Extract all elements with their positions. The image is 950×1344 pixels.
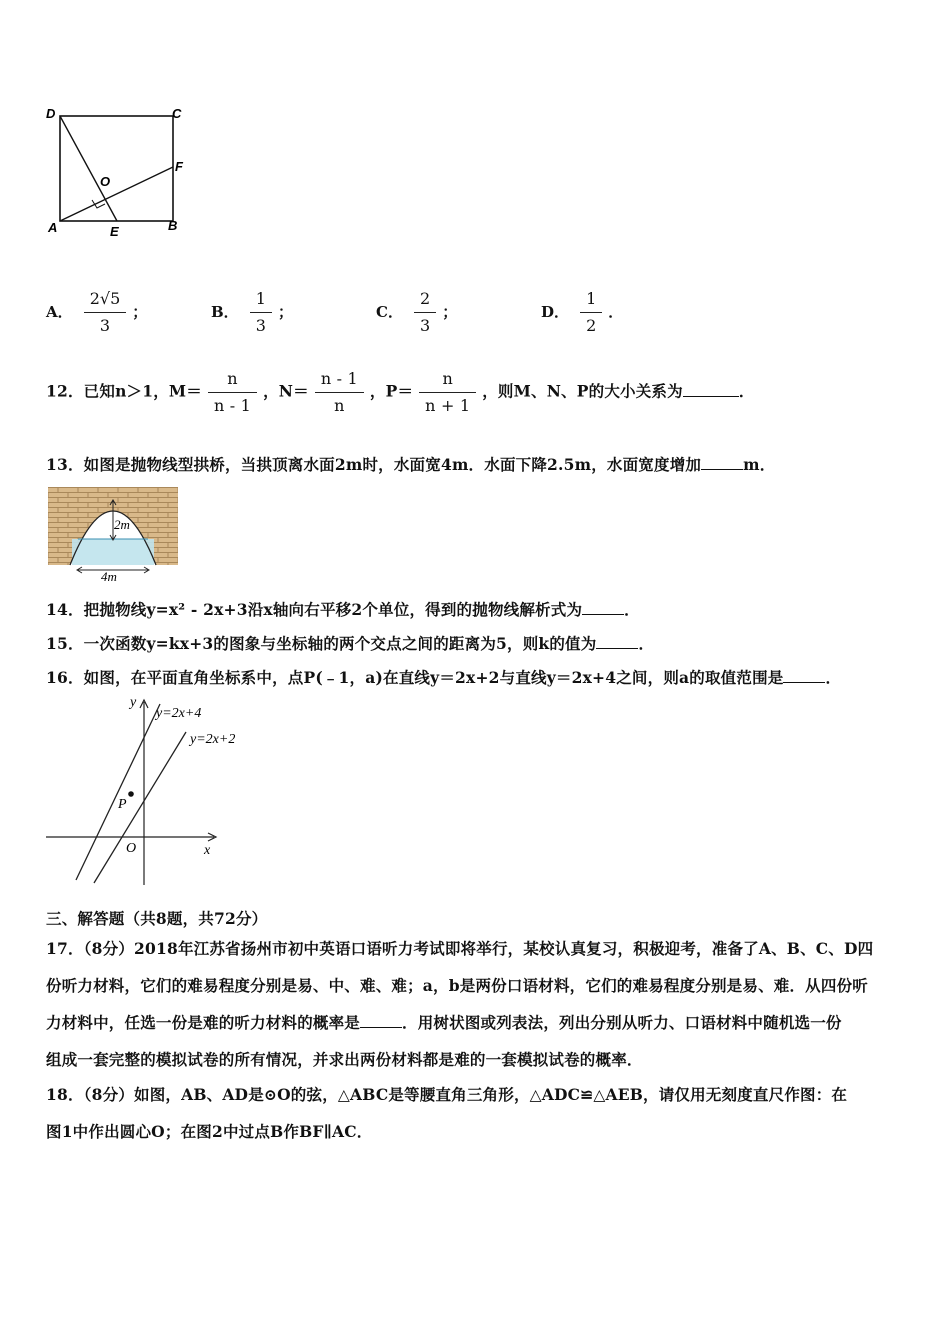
coordinate-diagram <box>40 690 260 890</box>
question-13: 13．如图是抛物线型拱桥，当拱顶离水面2m时，水面宽4m．水面下降2.5m，水面宽度增加 m． <box>46 455 776 474</box>
question-12: 12．已知n＞1，M＝ $\frac{n}{n - 1}$ ，N＝ $\frac{n - 1}{n}$ ，P＝ $\frac{n}{n + 1}$ ，则M、N、P的大小关系为 ． <box>46 369 755 415</box>
question-14: 14．把抛物线y=x² ‑ 2x+3沿x轴向右平移2个单位，得到的抛物线解析式为 ． <box>46 600 640 619</box>
line2-label: y=2x+2 <box>190 732 236 747</box>
q17-line-4: 组成一套完整的模拟试卷的所有情况，并求出两份材料都是难的一套模拟试卷的概率． <box>46 1050 643 1069</box>
line1-label: y=2x+4 <box>156 706 202 721</box>
arch-bridge-figure <box>48 487 180 583</box>
answer-blank[interactable] <box>783 668 825 683</box>
question-16: 16．如图，在平面直角坐标系中，点P(﹣1，a)在直线y＝2x+2与直线y＝2x+4之间，则a的取值范围是 ． <box>46 668 842 687</box>
q11-option-a: A． $\frac{2√5}{3}$ ； <box>46 289 148 335</box>
q18-line-2: 图1中作出圆心O；在图2中过点B作BF∥AC． <box>46 1122 373 1141</box>
fraction: $\frac{1}{2}$ <box>580 288 602 337</box>
fraction: $\frac{2}{3}$ <box>414 288 436 337</box>
coordinate-figure <box>40 690 260 890</box>
square-figure <box>40 100 200 250</box>
origin-label: O <box>126 841 137 856</box>
option-letter: B． <box>211 303 239 321</box>
answer-blank[interactable] <box>582 600 624 615</box>
option-letter: A． <box>46 303 73 321</box>
fraction: $\frac{2√5}{3}$ <box>84 288 127 337</box>
point-P <box>128 791 134 797</box>
answer-blank[interactable] <box>360 1013 402 1028</box>
square-outline <box>60 116 173 221</box>
fraction-P: $\frac{n}{n + 1}$ <box>419 368 476 417</box>
segment-AF <box>60 167 173 221</box>
label-B: B <box>168 218 178 233</box>
x-axis-label: x <box>204 843 211 858</box>
question-17 <box>46 930 873 1078</box>
fraction-M: $\frac{n}{n - 1}$ <box>208 368 257 417</box>
q11-option-d: D． $\frac{1}{2}$ ． <box>541 289 624 335</box>
fraction: $\frac{1}{3}$ <box>250 288 272 337</box>
option-letter: C． <box>376 303 403 321</box>
arch-bridge-diagram <box>48 487 180 583</box>
segment-DE <box>60 116 117 221</box>
question-15: 15．一次函数y=kx+3的图象与坐标轴的两个交点之间的距离为5，则k的值为 ． <box>46 634 655 653</box>
point-P-label: P <box>118 797 127 812</box>
label-F: F <box>175 159 183 174</box>
label-A: A <box>48 220 58 235</box>
question-18 <box>46 1076 847 1150</box>
water <box>72 539 154 565</box>
label-E: E <box>110 224 119 239</box>
square-diagram <box>40 100 200 250</box>
option-letter: D． <box>541 303 570 321</box>
q18-line-1: 18．（8分）如图，AB、AD是⊙O的弦，△ABC是等腰直角三角形，△ADC≌△AEB，请仅用无刻度直尺作图：在 <box>46 1085 848 1104</box>
answer-blank[interactable] <box>683 382 739 397</box>
line-2x-plus-2 <box>94 732 186 883</box>
q11-option-b: B． $\frac{1}{3}$ ； <box>211 289 293 335</box>
height-label: 2m <box>114 517 130 532</box>
y-axis-label: y <box>130 695 137 710</box>
q17-line-1: 17．（8分）2018年江苏省扬州市初中英语口语听力考试即将举行，某校认真复习，积极迎考，准备了A、B、C、D四 <box>46 939 874 958</box>
q17-line-2: 份听力材料，它们的难易程度分别是易、中、难、难；a，b是两份口语材料，它们的难易程度分别是易、难．从四份听 <box>46 976 868 995</box>
fraction-N: $\frac{n - 1}{n}$ <box>315 368 364 417</box>
label-D: D <box>46 106 56 121</box>
q17-line-3: 力材料中，任选一份是难的听力材料的概率是 ．用树状图或列表法，列出分别从听力、口语材料中随机选一份 <box>46 1013 842 1032</box>
label-O: O <box>100 174 111 189</box>
label-C: C <box>172 106 182 121</box>
answer-blank[interactable] <box>596 634 638 649</box>
answer-blank[interactable] <box>701 455 743 470</box>
section-3-title: 三、解答题（共8题，共72分） <box>46 909 268 928</box>
width-label: 4m <box>101 569 117 583</box>
q11-option-c: C． $\frac{2}{3}$ ； <box>376 289 458 335</box>
line-2x-plus-4 <box>76 704 160 880</box>
